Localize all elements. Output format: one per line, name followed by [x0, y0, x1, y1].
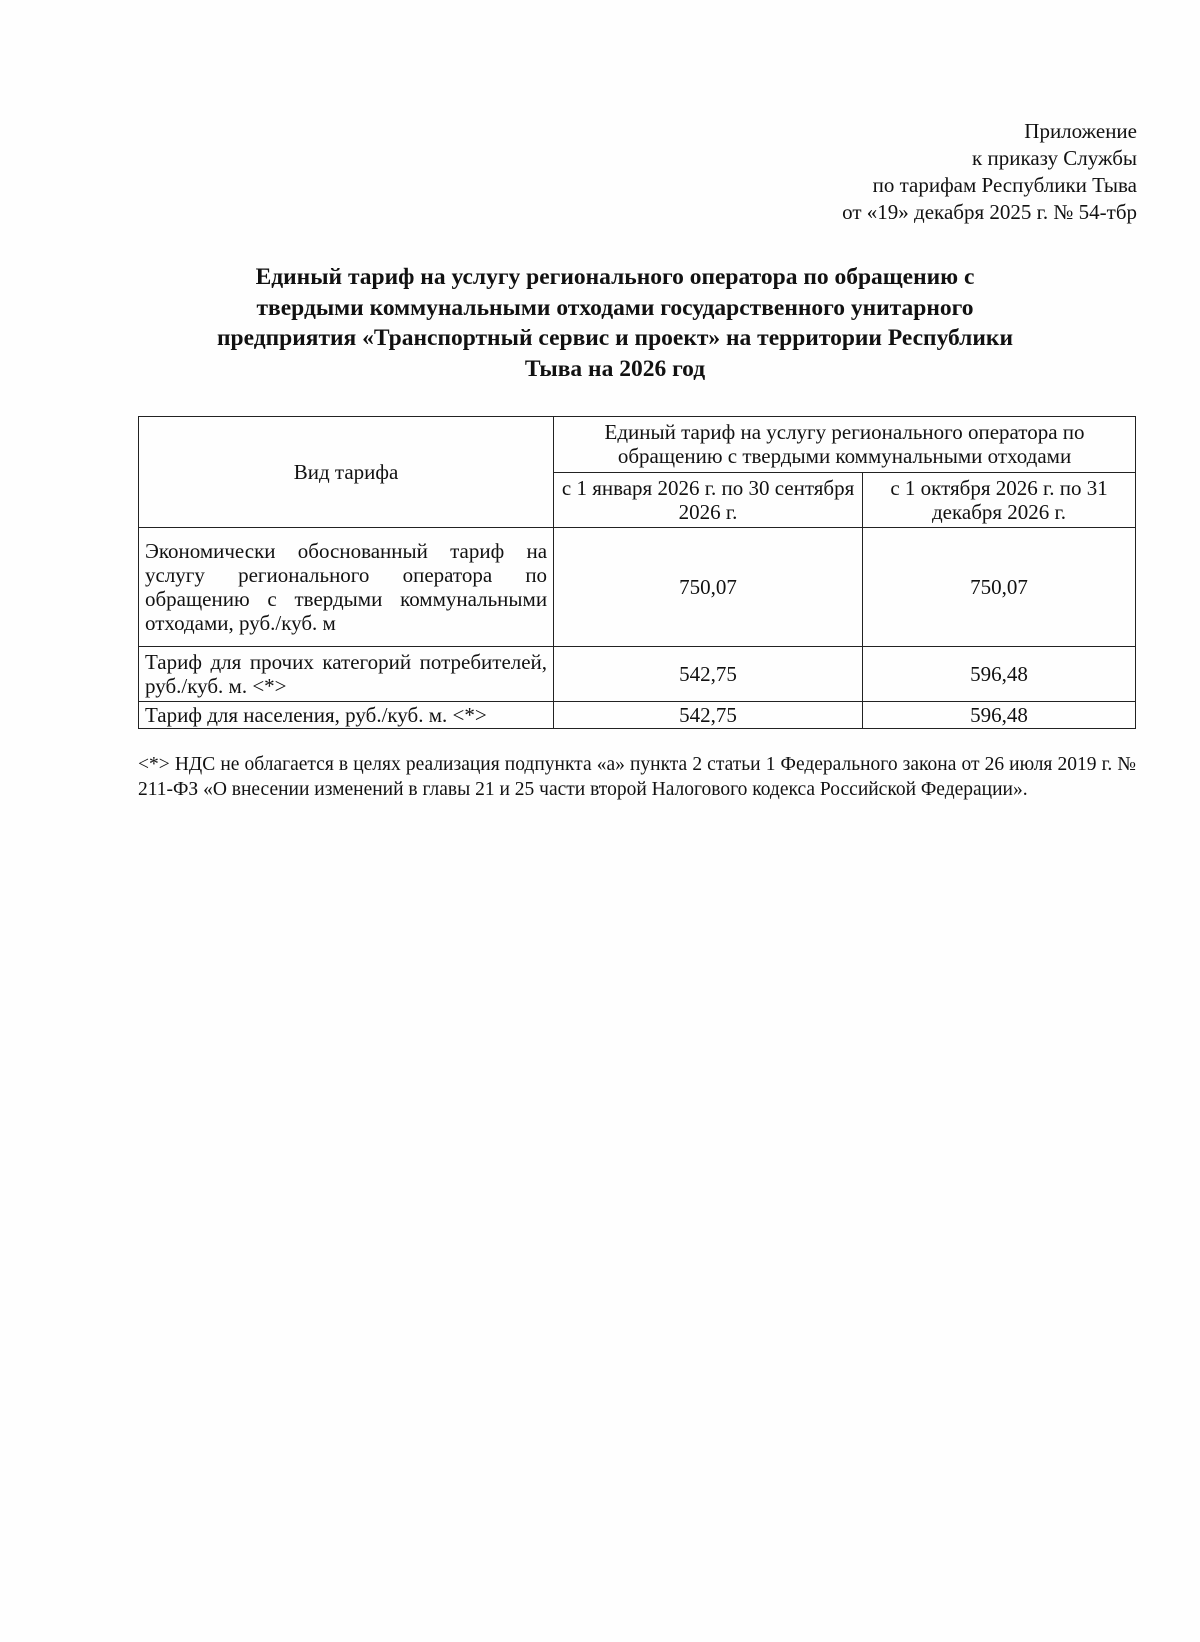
table-row	[139, 528, 1136, 647]
tariff-table	[138, 416, 1136, 729]
row-value: 596,48	[863, 702, 1136, 729]
row-value: 542,75	[554, 647, 863, 702]
title-line: предприятия «Транспортный сервис и проект» на территории Республики	[216, 325, 1013, 351]
row-label: Тариф для населения, руб./куб. м. <*>	[139, 702, 554, 729]
document-title	[120, 262, 1110, 384]
row-label: Экономически обоснованный тариф на услугу регионального оператора по обращению с твердыми коммунальными отходами, руб./куб. м	[139, 528, 554, 647]
row-value: 542,75	[554, 702, 863, 729]
title-line: Единый тариф на услугу регионального оператора по обращению с	[255, 264, 975, 290]
table-header-row	[139, 417, 1136, 473]
appendix-line: от «19» декабря 2025 г. № 54-тбр	[842, 200, 1137, 224]
title-line: Тыва на 2026 год	[524, 355, 706, 382]
table-row	[139, 647, 1136, 702]
appendix-block	[842, 118, 1137, 226]
header-period-2: с 1 октября 2026 г. по 31 декабря 2026 г.	[863, 472, 1136, 528]
table-row	[139, 702, 1136, 729]
row-value: 750,07	[863, 528, 1136, 647]
appendix-line: по тарифам Республики Тыва	[872, 173, 1137, 197]
appendix-line: к приказу Службы	[972, 146, 1137, 170]
row-value: 596,48	[863, 647, 1136, 702]
header-tariff-type: Вид тарифа	[139, 417, 554, 528]
row-value: 750,07	[554, 528, 863, 647]
footnote: <*> НДС не облагается в целях реализация подпункта «а» пункта 2 статьи 1 Федерального закона от 26 июля 2019 г. № 211-ФЗ «О внесении изменений в главы 21 и 25 части второй Налогового кодекса Российской Федерации».	[138, 754, 1136, 800]
appendix-line: Приложение	[1024, 119, 1137, 143]
title-line: твердыми коммунальными отходами государственного унитарного	[256, 294, 974, 321]
row-label: Тариф для прочих категорий потребителей, руб./куб. м. <*>	[139, 647, 554, 702]
header-tariff-group: Единый тариф на услугу регионального оператора по обращению с твердыми коммунальными отходами	[554, 417, 1136, 473]
header-period-1: с 1 января 2026 г. по 30 сентября 2026 г.	[554, 472, 863, 528]
